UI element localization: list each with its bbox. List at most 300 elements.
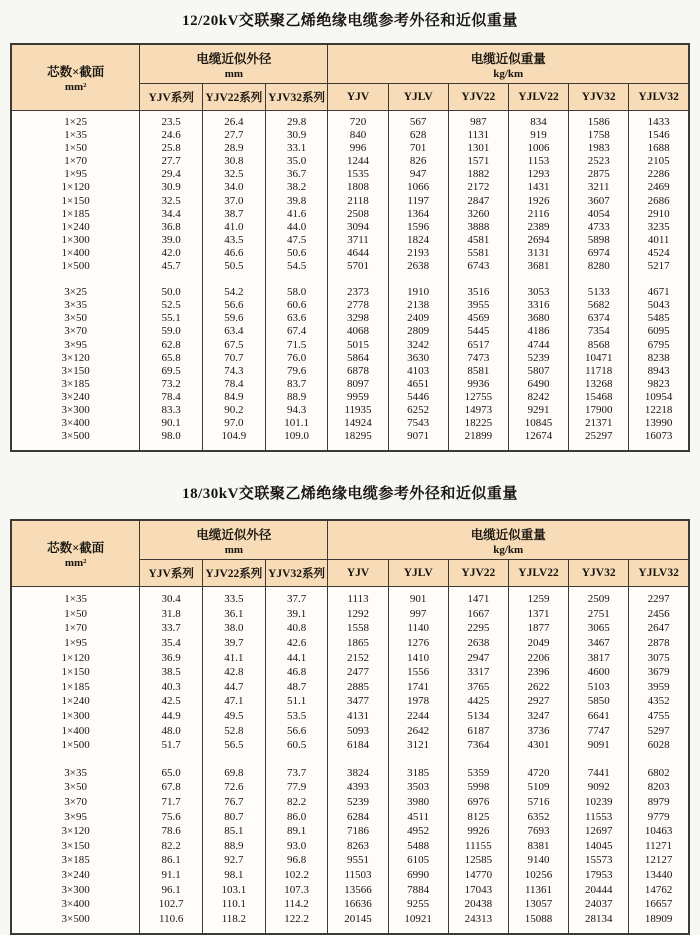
size-cell: 1×95 [11,168,140,181]
value-cell: 3316 [508,299,568,312]
table-row [11,738,689,753]
size-cell: 3×400 [11,417,140,430]
value-cell: 2193 [388,247,448,260]
column-header-yjlv22: YJLV22 [508,560,568,587]
table-row [11,680,689,695]
value-cell: 7884 [388,883,448,898]
value-cell: 35.0 [265,155,328,168]
value-cell: 86.0 [265,810,328,825]
value-cell: 78.4 [140,391,203,404]
value-cell: 987 [448,111,508,130]
value-cell: 82.2 [140,839,203,854]
value-cell: 21899 [448,430,508,451]
value-cell: 12674 [508,430,568,451]
value-cell: 7186 [328,824,388,839]
value-cell: 51.7 [140,738,203,753]
size-cell: 1×500 [11,738,140,753]
value-cell: 1276 [388,636,448,651]
value-cell: 1596 [388,221,448,234]
size-cell: 3×500 [11,912,140,935]
value-cell: 5133 [569,286,629,299]
value-cell: 2105 [629,155,689,168]
value-cell: 8238 [629,352,689,365]
value-cell: 109.0 [265,430,328,451]
value-cell: 53.5 [265,709,328,724]
value-cell: 77.9 [265,780,328,795]
diameter-group-label: 电缆近似外径 [196,527,272,542]
size-cell: 1×400 [11,247,140,260]
value-cell: 15468 [569,391,629,404]
spacer-cell [629,753,689,766]
value-cell: 10921 [388,912,448,935]
value-cell: 1293 [508,168,568,181]
table-1-title: 12/20kV交联聚乙烯绝缘电缆参考外径和近似重量 [182,13,518,29]
value-cell: 52.5 [140,299,203,312]
value-cell: 73.7 [265,766,328,781]
group-spacer-row [11,273,689,286]
value-cell: 3817 [569,651,629,666]
table-row [11,339,689,352]
value-cell: 69.8 [203,766,266,781]
value-cell: 2049 [508,636,568,651]
spacer-cell [388,753,448,766]
value-cell: 69.5 [140,365,203,378]
value-cell: 84.9 [203,391,266,404]
spacer-cell [508,753,568,766]
table-row [11,247,689,260]
value-cell: 29.4 [140,168,203,181]
spacer-cell [569,273,629,286]
value-cell: 102.7 [140,897,203,912]
value-cell: 59.0 [140,325,203,338]
value-cell: 6976 [448,795,508,810]
value-cell: 3247 [508,709,568,724]
value-cell: 10845 [508,417,568,430]
value-cell: 1292 [328,607,388,622]
value-cell: 2875 [569,168,629,181]
value-cell: 107.3 [265,883,328,898]
value-cell: 2286 [629,168,689,181]
value-cell: 2647 [629,621,689,636]
value-cell: 996 [328,142,388,155]
column-header-yjv22: YJV22 [448,560,508,587]
value-cell: 567 [388,111,448,130]
value-cell: 27.7 [140,155,203,168]
value-cell: 6284 [328,810,388,825]
value-cell: 3211 [569,181,629,194]
value-cell: 5043 [629,299,689,312]
value-cell: 1259 [508,587,568,607]
value-cell: 38.5 [140,665,203,680]
value-cell: 720 [328,111,388,130]
size-cell: 1×150 [11,665,140,680]
value-cell: 3094 [328,221,388,234]
value-cell: 34.4 [140,208,203,221]
table-row [11,897,689,912]
value-cell: 3298 [328,312,388,325]
value-cell: 8943 [629,365,689,378]
value-cell: 56.6 [203,299,266,312]
column-header-yjv32-series: YJV32系列 [265,84,328,111]
value-cell: 1301 [448,142,508,155]
value-cell: 86.1 [140,853,203,868]
value-cell: 2642 [388,724,448,739]
column-group-diameter [140,520,328,560]
spacer-cell [508,273,568,286]
value-cell: 2508 [328,208,388,221]
value-cell: 1410 [388,651,448,666]
table-body [11,111,689,452]
value-cell: 3824 [328,766,388,781]
value-cell: 88.9 [265,391,328,404]
value-cell: 2847 [448,195,508,208]
spacer-cell [11,273,140,286]
size-cell: 1×185 [11,680,140,695]
value-cell: 1244 [328,155,388,168]
table-row [11,839,689,854]
value-cell: 97.0 [203,417,266,430]
value-cell: 26.4 [203,111,266,130]
value-cell: 47.1 [203,694,266,709]
value-cell: 2244 [388,709,448,724]
value-cell: 67.5 [203,339,266,352]
value-cell: 6878 [328,365,388,378]
value-cell: 14762 [629,883,689,898]
value-cell: 6252 [388,404,448,417]
value-cell: 1140 [388,621,448,636]
value-cell: 1983 [569,142,629,155]
value-cell: 18225 [448,417,508,430]
weight-group-unit: kg/km [493,67,524,80]
size-cell: 1×50 [11,142,140,155]
value-cell: 2885 [328,680,388,695]
value-cell: 6743 [448,260,508,273]
value-cell: 6105 [388,853,448,868]
value-cell: 7473 [448,352,508,365]
value-cell: 3065 [569,621,629,636]
table-row [11,312,689,325]
value-cell: 39.7 [203,636,266,651]
size-cell: 1×240 [11,221,140,234]
size-cell: 3×25 [11,286,140,299]
table-header [11,520,689,587]
value-cell: 8125 [448,810,508,825]
table-row [11,286,689,299]
value-cell: 32.5 [203,168,266,181]
value-cell: 2456 [629,607,689,622]
value-cell: 44.7 [203,680,266,695]
value-cell: 60.6 [265,299,328,312]
diameter-group-label: 电缆近似外径 [196,51,272,66]
value-cell: 54.2 [203,286,266,299]
value-cell: 46.8 [265,665,328,680]
value-cell: 39.0 [140,234,203,247]
value-cell: 1556 [388,665,448,680]
header-group-row [11,520,689,560]
value-cell: 30.8 [203,155,266,168]
value-cell: 76.7 [203,795,266,810]
value-cell: 3516 [448,286,508,299]
size-cell: 3×240 [11,868,140,883]
value-cell: 9823 [629,378,689,391]
value-cell: 41.0 [203,221,266,234]
spacer-cell [629,273,689,286]
value-cell: 1364 [388,208,448,221]
value-cell: 98.1 [203,868,266,883]
column-group-diameter [140,44,328,84]
value-cell: 2152 [328,651,388,666]
size-cell: 3×120 [11,352,140,365]
value-cell: 5109 [508,780,568,795]
value-cell: 2206 [508,651,568,666]
value-cell: 3607 [569,195,629,208]
value-cell: 2778 [328,299,388,312]
size-cell: 1×70 [11,621,140,636]
value-cell: 44.9 [140,709,203,724]
value-cell: 2878 [629,636,689,651]
value-cell: 10256 [508,868,568,883]
size-cell: 1×70 [11,155,140,168]
value-cell: 45.7 [140,260,203,273]
value-cell: 3131 [508,247,568,260]
value-cell: 13268 [569,378,629,391]
value-cell: 901 [388,587,448,607]
value-cell: 5239 [328,795,388,810]
value-cell: 82.2 [265,795,328,810]
value-cell: 2638 [388,260,448,273]
size-cell: 3×400 [11,897,140,912]
value-cell: 9291 [508,404,568,417]
value-cell: 14973 [448,404,508,417]
spacer-cell [388,273,448,286]
table-2-title: 18/30kV交联聚乙烯绝缘电缆参考外径和近似重量 [182,486,518,503]
value-cell: 4671 [629,286,689,299]
value-cell: 11935 [328,404,388,417]
value-cell: 2751 [569,607,629,622]
table-row [11,766,689,781]
value-cell: 18909 [629,912,689,935]
value-cell: 88.9 [203,839,266,854]
value-cell: 4131 [328,709,388,724]
value-cell: 13057 [508,897,568,912]
value-cell: 4644 [328,247,388,260]
table-row [11,325,689,338]
value-cell: 55.1 [140,312,203,325]
value-cell: 2523 [569,155,629,168]
value-cell: 74.3 [203,365,266,378]
value-cell: 83.3 [140,404,203,417]
value-cell: 4352 [629,694,689,709]
spacer-cell [11,753,140,766]
value-cell: 3711 [328,234,388,247]
table-row [11,430,689,451]
value-cell: 73.2 [140,378,203,391]
value-cell: 3503 [388,780,448,795]
value-cell: 36.9 [140,651,203,666]
value-cell: 3185 [388,766,448,781]
value-cell: 102.2 [265,868,328,883]
value-cell: 92.7 [203,853,266,868]
value-cell: 38.0 [203,621,266,636]
value-cell: 6184 [328,738,388,753]
value-cell: 2927 [508,694,568,709]
value-cell: 35.4 [140,636,203,651]
value-cell: 85.1 [203,824,266,839]
value-cell: 9936 [448,378,508,391]
value-cell: 1066 [388,181,448,194]
value-cell: 98.0 [140,430,203,451]
value-cell: 5898 [569,234,629,247]
table-row [11,129,689,142]
value-cell: 33.5 [203,587,266,607]
table-body [11,587,689,935]
value-cell: 1006 [508,142,568,155]
value-cell: 39.1 [265,607,328,622]
value-cell: 44.1 [265,651,328,666]
value-cell: 1808 [328,181,388,194]
table-row [11,709,689,724]
value-cell: 13566 [328,883,388,898]
value-cell: 6352 [508,810,568,825]
value-cell: 39.8 [265,195,328,208]
value-cell: 701 [388,142,448,155]
value-cell: 11718 [569,365,629,378]
value-cell: 5297 [629,724,689,739]
value-cell: 3765 [448,680,508,695]
value-cell: 1153 [508,155,568,168]
value-cell: 2297 [629,587,689,607]
value-cell: 1113 [328,587,388,607]
value-cell: 12218 [629,404,689,417]
table-row [11,221,689,234]
value-cell: 36.8 [140,221,203,234]
value-cell: 37.0 [203,195,266,208]
size-cell: 3×150 [11,839,140,854]
value-cell: 5716 [508,795,568,810]
value-cell: 8097 [328,378,388,391]
value-cell: 114.2 [265,897,328,912]
value-cell: 2396 [508,665,568,680]
table-row [11,868,689,883]
size-cell: 3×150 [11,365,140,378]
value-cell: 8242 [508,391,568,404]
value-cell: 1371 [508,607,568,622]
value-cell: 42.6 [265,636,328,651]
value-cell: 4651 [388,378,448,391]
size-cell: 1×120 [11,651,140,666]
value-cell: 5134 [448,709,508,724]
size-cell: 1×120 [11,181,140,194]
value-cell: 5485 [629,312,689,325]
value-cell: 628 [388,129,448,142]
value-cell: 16636 [328,897,388,912]
column-header-yjlv32: YJLV32 [629,84,689,111]
value-cell: 1741 [388,680,448,695]
diameter-group-unit: mm [224,67,244,80]
table-row [11,404,689,417]
value-cell: 33.7 [140,621,203,636]
size-cell: 1×240 [11,694,140,709]
value-cell: 14924 [328,417,388,430]
value-cell: 12697 [569,824,629,839]
value-cell: 91.1 [140,868,203,883]
value-cell: 1558 [328,621,388,636]
value-cell: 83.7 [265,378,328,391]
value-cell: 3260 [448,208,508,221]
table-row [11,155,689,168]
value-cell: 9959 [328,391,388,404]
value-cell: 1197 [388,195,448,208]
weight-group-label: 电缆近似重量 [470,51,546,66]
value-cell: 42.5 [140,694,203,709]
value-cell: 2809 [388,325,448,338]
size-cell: 1×50 [11,607,140,622]
value-cell: 34.0 [203,181,266,194]
value-cell: 3053 [508,286,568,299]
value-cell: 36.1 [203,607,266,622]
spacer-cell [328,753,388,766]
value-cell: 919 [508,129,568,142]
value-cell: 8979 [629,795,689,810]
size-cell: 3×300 [11,404,140,417]
value-cell: 2409 [388,312,448,325]
value-cell: 1824 [388,234,448,247]
value-cell: 5864 [328,352,388,365]
value-cell: 3681 [508,260,568,273]
column-group-weight [328,44,689,84]
table-row [11,391,689,404]
value-cell: 17043 [448,883,508,898]
value-cell: 2947 [448,651,508,666]
column-header-yjlv: YJLV [388,84,448,111]
value-cell: 2686 [629,195,689,208]
value-cell: 1978 [388,694,448,709]
size-cell: 3×50 [11,312,140,325]
value-cell: 41.6 [265,208,328,221]
size-cell: 1×25 [11,111,140,130]
value-cell: 16073 [629,430,689,451]
column-header-yjv32: YJV32 [569,84,629,111]
value-cell: 6990 [388,868,448,883]
value-cell: 49.5 [203,709,266,724]
value-cell: 89.1 [265,824,328,839]
value-cell: 24037 [569,897,629,912]
value-cell: 1586 [569,111,629,130]
value-cell: 62.8 [140,339,203,352]
value-cell: 3235 [629,221,689,234]
value-cell: 5682 [569,299,629,312]
value-cell: 11271 [629,839,689,854]
column-header-yjv22-series: YJV22系列 [203,560,266,587]
size-cell: 1×400 [11,724,140,739]
value-cell: 5850 [569,694,629,709]
value-cell: 4301 [508,738,568,753]
value-cell: 50.6 [265,247,328,260]
table-row [11,651,689,666]
value-cell: 33.1 [265,142,328,155]
value-cell: 3680 [508,312,568,325]
column-header-yjlv32: YJLV32 [629,560,689,587]
spacer-cell [265,273,328,286]
value-cell: 10471 [569,352,629,365]
value-cell: 7543 [388,417,448,430]
table-row [11,587,689,607]
value-cell: 63.4 [203,325,266,338]
value-cell: 52.8 [203,724,266,739]
cable-spec-table-12-20kv [10,43,690,452]
value-cell: 47.5 [265,234,328,247]
value-cell: 65.0 [140,766,203,781]
